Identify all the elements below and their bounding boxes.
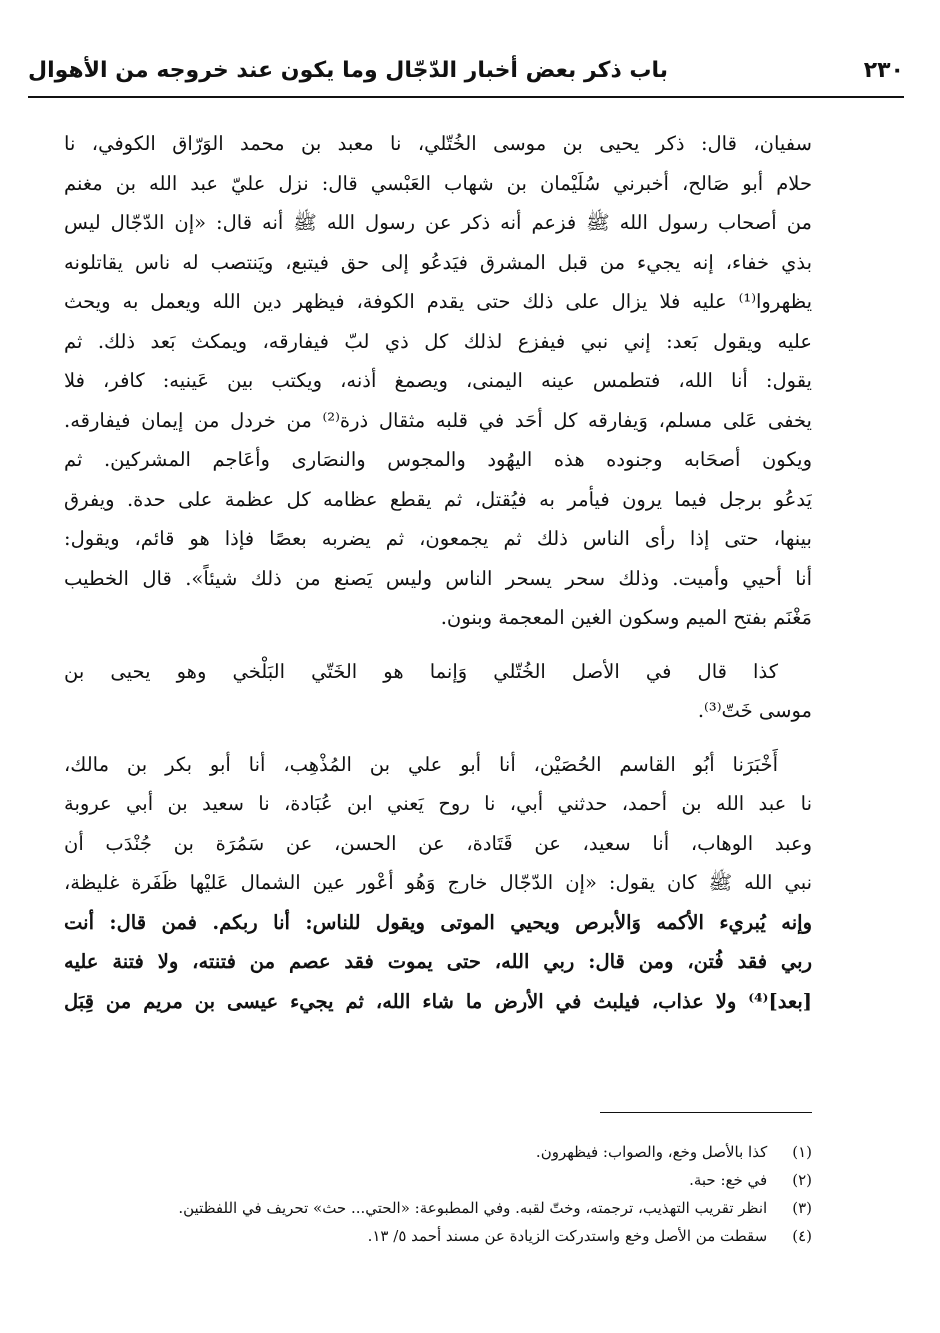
text-line: نبي الله ﷺ كان يقول: «إن الدّجّال خارج وَهُو أعْور عين الشمال عَليْها ظَفَرة غليظة، [64,871,812,894]
footnote-text: في خع: حبة. [689,1171,768,1189]
text-line: أنا أحيي وأميت. وذلك سحر يسحر الناس وليس يَصنع من ذلك شيئاً». قال الخطيب [64,566,812,590]
footnote-text: انظر تقريب التهذيب، ترجمته، وختّ لقبه. وفي المطبوعة: «الحتي... حث» تحريف في اللفظتين. [178,1199,768,1217]
text-line: موسى خَتّ⁽³⁾. [697,699,812,722]
footnote-number: (٤) [792,1227,812,1245]
text-line: وإنه يُبريء الأكمه وَالأبرص ويحيي الموتى ويقول للناس: أنا ربكم. فمن قال: أنت [64,910,812,934]
text-line: يظهروا⁽¹⁾ عليه فلا يزال على ذلك حتى يقدم الكوفة، فيظهر دين الله ويعمل به ويحث [64,290,812,313]
footnote [80,1222,812,1250]
text-line: حلام أبو صَالح، أخبرني سُلَيْمان بن شهاب العَبْسي قال: نزل عليّ عبد الله بن مغنم [64,171,812,195]
text-line: سفيان، قال: ذكر يحيى بن موسى الخُتّلي، نا معبد بن محمد الوَرّاق الكوفي، نا [64,132,812,155]
footnote-text: كذا بالأصل وخع، والصواب: فيظهرون. [535,1143,768,1161]
paragraph-3 [64,745,812,1022]
text-line: وعبد الوهاب، أنا سعيد، عن قَتَادة، عن الحسن، عن سَمُرَة بن جُنْدَب أن [64,831,812,855]
text-line: كذا قال في الأصل الخُتّلي وَإنما هو الخَتّي البَلْخي وهو يحيى بن [64,659,778,683]
text-line: ربي فقد فُتن، ومن قال: ربي الله، حتى يموت فقد عصم من فتنته، ولا فتنة عليه [64,950,812,973]
footnote-number: (٢) [792,1171,812,1189]
page-header [28,52,904,98]
footnote [80,1194,812,1222]
text-line: عليه ويقول بَعد: إني نبي فيفزع لذلك كل ذي لبّ فيفارقه، ويمكث بَعد ذلك. ثم [64,329,812,353]
text-line: أَخْبَرَنا أبُو القاسم الحُصَيْن، أنا أبو علي بن المُذْهِب، أنا أبو بكر بن مالك، [64,752,778,776]
footnote [80,1166,812,1194]
footnote-separator [600,1112,812,1113]
text-line: يَدعُو برجل فيما يرون فيأمر به فيُقتل، ثم يقطع عظامه كل عظمة على حدة. ويفرق [64,487,812,511]
footnote-number: (١) [792,1143,812,1161]
paragraph-1 [64,124,812,638]
text-line: نا عبد الله بن أحمد، حدثني أبي، نا روح يَعني ابن عُبَادة، نا سعيد بن أبي عروبة [64,792,812,815]
text-line: ويكون أصحَابه وجنوده هذه اليهُود والمجوس والنصَارى وأعَاجم المشركين. ثم [64,448,812,471]
footnote-number: (٣) [792,1199,812,1217]
footnote-text: سقطت من الأصل وخع واستدركت الزيادة عن مسند أحمد ٥/ ١٣. [367,1227,768,1245]
footnote [80,1138,812,1166]
footnotes [80,1138,812,1250]
text-line: يقول: أنا الله، فتطمس عينه اليمنى، ويصمغ أذنه، ويكتب بين عَينيه: كافر، فلا [64,369,812,392]
page-number: ٢٣٠ [863,58,904,83]
text-line: يخفى عَلى مسلم، وَيفارقه كل أحَد في قلبه مثقال ذرة⁽²⁾ من خردل من إيمان فيفارقه. [64,408,812,432]
text-line: [بعد]⁽⁴⁾ ولا عذاب، فيلبث في الأرض ما شاء الله، ثم يجيء عيسى بن مريم من قِبَل [64,989,812,1013]
text-line: بذي خفاء، إنه يجيء من قبل المشرق فيَدعُو إلى حق فيتبع، ويَنتصب له ناس يقاتلونه [64,250,812,274]
main-text [64,124,812,1035]
text-line: مَغْنَم بفتح الميم وسكون الغين المعجمة وبنون. [440,606,812,629]
running-title: باب ذكر بعض أخبار الدّجّال وما يكون عند خروجه من الأهوال [28,58,669,83]
text-line: بينها، حتى إذا رأى الناس ذلك ثم يجمعون، ثم يضربه بعصًا فإذا هو قائم، ويقول: [64,527,812,550]
text-line: من أصحاب رسول الله ﷺ فزعم أنه ذكر عن رسول الله ﷺ أنه قال: «إن الدّجّال ليس [64,211,812,234]
paragraph-2 [64,652,812,731]
